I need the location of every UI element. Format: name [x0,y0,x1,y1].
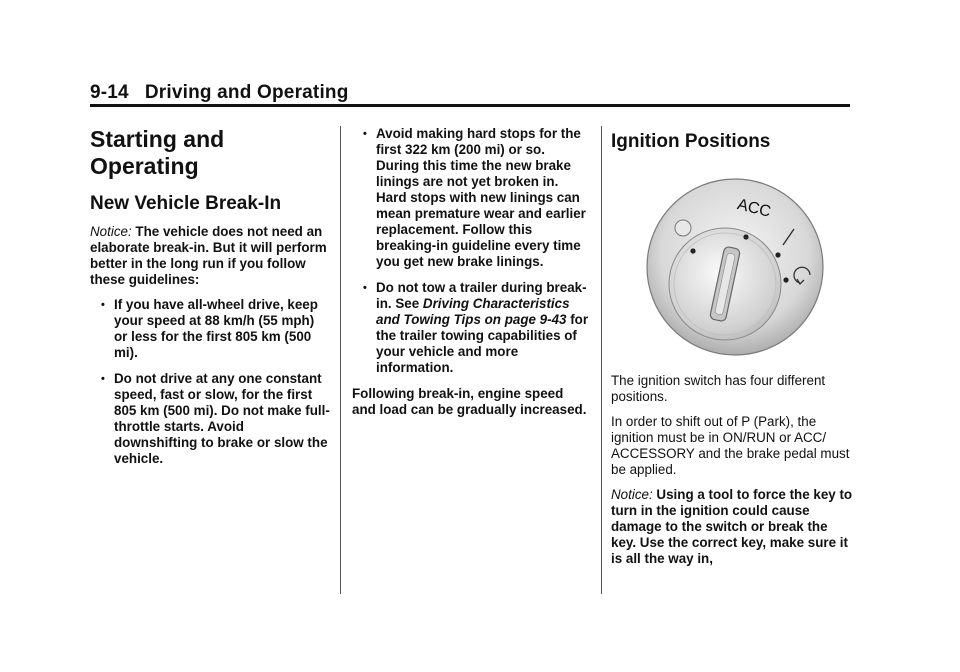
column-1 [90,126,330,477]
list-item-text-post: for the trailer towing capabilities of your vehicle and more information. [376,312,589,375]
list-item-text: Avoid making hard stops for the first 322 km (200 mi) or so. During this time the new brake linings are not yet broken in. Hard stops with new linings can mean premature wear and earlier replacement. Follow this breaking-in guideline every time you get new brake linings. [376,126,586,269]
notice-label: Notice: [611,487,653,502]
list-item [90,297,330,361]
section-title: Driving and Operating [144,82,349,103]
positions-paragraph: The ignition switch has four different positions. [611,373,826,404]
list-item-text: Do not drive at any one constant speed, fast or slow, for the first 805 km (500 mi). Do not make full-throttle starts. Avoid downshifting to brake or slow the vehicle. [114,371,330,466]
section-heading: Starting and Operating [90,126,225,179]
column-2 [352,126,590,427]
subsection-heading: New Vehicle Break-In [90,193,282,214]
bullet-icon: • [101,373,105,385]
break-in-guidelines-list [90,297,330,467]
ignition-heading: Ignition Positions [611,131,771,152]
column-divider-2 [601,126,602,594]
towing-tips-link[interactable]: Driving Characteristics and Towing Tips on page 9-43 [376,296,570,327]
list-item [90,371,330,467]
closing-paragraph: Following break-in, engine speed and load can be gradually increased. [352,386,587,417]
notice-paragraph [611,487,856,567]
notice-text: Using a tool to force the key to turn in the ignition could cause damage to the switch or break the key. Use the correct key, make sure it is all the way in, [611,487,853,566]
bullet-icon: • [101,299,105,311]
notice-text: The vehicle does not need an elaborate break-in. But it will perform better in the long run if you follow these guidelines: [90,224,327,287]
notice-label: Notice: [90,224,132,239]
list-item-text-pre: Do not tow a trailer during break-in. See [376,280,587,311]
acc-position-label: ACC [735,196,773,221]
column-3 [611,126,856,576]
bullet-icon: • [363,128,367,140]
list-item [352,280,590,376]
bullet-icon: • [363,282,367,294]
shift-paragraph: In order to shift out of P (Park), the ignition must be in ON/RUN or ACC/ ACCESSORY and the brake pedal must be applied. [611,414,850,477]
page-header [90,82,349,104]
notice-paragraph [90,224,330,288]
column-divider-1 [340,126,341,594]
break-in-guidelines-list-cont [352,126,590,376]
list-item [352,126,590,270]
ignition-switch-icon [611,167,856,367]
page-number: 9-14 [90,82,129,103]
ignition-switch-figure [611,167,856,367]
list-item-text: If you have all-wheel drive, keep your speed at 88 km/h (55 mph) or less for the first 805 km (500 mi). [114,297,318,360]
header-rule [90,104,850,107]
